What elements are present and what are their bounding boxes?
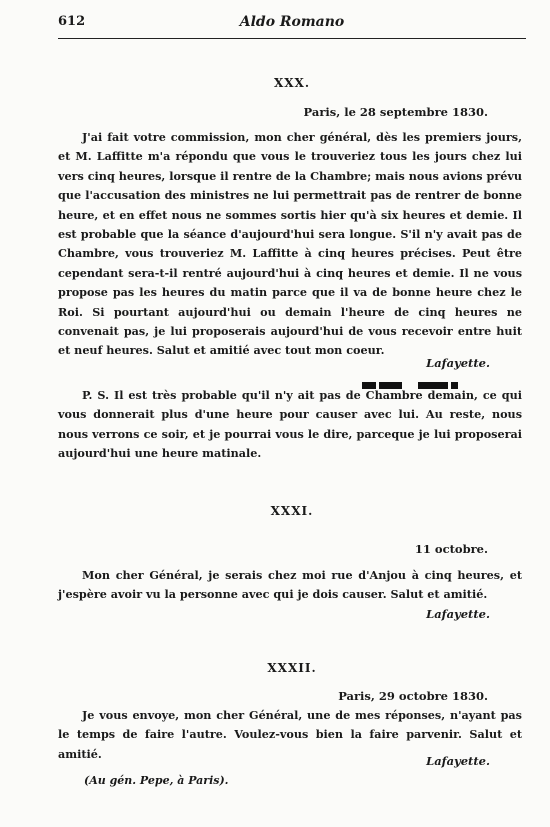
page-number: 612 <box>58 14 86 29</box>
letter-dateline-xxxii: Paris, 29 octobre 1830. <box>338 689 488 703</box>
letter-address-xxxii: (Au gén. Pepe, à Paris). <box>84 774 229 787</box>
letter-signature-xxxi: Lafayette. <box>426 607 490 621</box>
letter-body-xxx: J'ai fait votre commission, mon cher général, dès les premiers jours, et M. Laffitte m'a répondu que vous le trouveriez tous les jours chez lui vers cinq heures, lorsque il rentre de la Chambre; mais nous avions prévu que l'accusation des ministres ne lui permettrait pas de rentrer de bonne heure, et en effet nous ne sommes sortis hier qu'à six heures et demie. Il est probable que la séance d'aujourd'hui sera longue. S'il n'y avait pas de Chambre, vous trouveriez M. Laffitte à cinq heures précises. Peut être cependant sera-t-il rentré aujourd'hui à cinq heures et demie. Il ne vous propose pas les heures du matin parce que il va de bonne heure chez le Roi. Si pourtant aujourd'hui ou demain l'heure de cinq heures ne convenait pas, je lui proposerais aujourd'hui de vous recevoir entre huit et neuf heures. Salut et amitié avec tout mon coeur. <box>58 130 522 358</box>
letter-signature-xxx: Lafayette. <box>426 356 490 370</box>
letter-heading-xxx: XXX. <box>273 76 311 90</box>
letter-heading-xxxi: XXXI. <box>270 504 314 518</box>
letter-heading-xxxii: XXXII. <box>267 661 317 675</box>
running-head: Aldo Romano <box>239 14 345 30</box>
letter-postscript-xxx: P. S. Il est très probable qu'il n'y ait pas de Chambre demain, ce qui vous donnerait plus d'une heure pour causer avec lui. Au reste, nous nous verrons ce soir, et je pourrai vous le dire, parceque je lui proposerai aujourd'hui une heure matinale. <box>58 388 522 461</box>
letter-dateline-xxxi: 11 octobre. <box>414 542 488 556</box>
letter-dateline-xxx: Paris, le 28 septembre 1830. <box>303 105 488 119</box>
letter-signature-xxxii: Lafayette. <box>426 754 490 768</box>
letter-body-xxxii: Je vous envoye, mon cher Général, une de mes réponses, n'ayant pas le temps de faire l'autre. Voulez-vous bien la faire parvenir. Salut et amitié. <box>58 708 522 761</box>
letter-body-xxxi: Mon cher Général, je serais chez moi rue d'Anjou à cinq heures, et j'espère avoir vu la personne avec qui je dois causer. Salut et amitié. <box>58 568 522 602</box>
page-header <box>58 14 526 39</box>
